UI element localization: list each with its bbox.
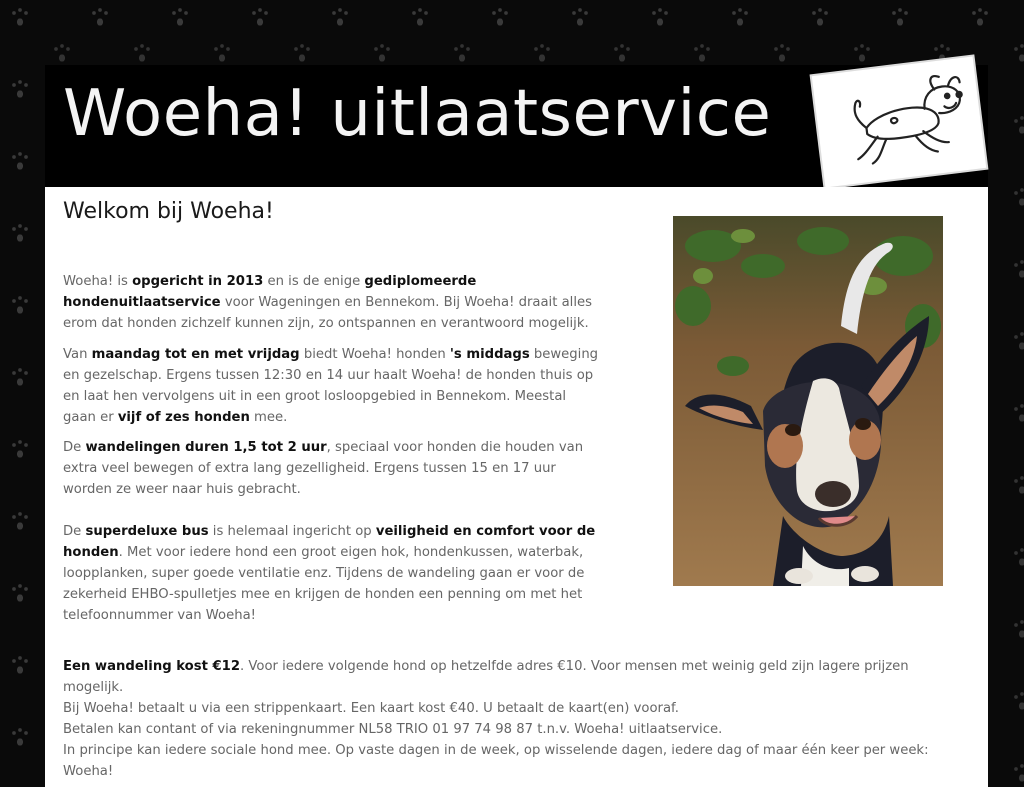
bold-text: wandelingen duren 1,5 tot 2 uur (85, 440, 327, 455)
schedule-paragraph (63, 344, 603, 428)
text-segment: biedt Woeha! honden (299, 347, 450, 362)
intro-paragraph (63, 271, 603, 334)
text-segment: De (63, 440, 86, 455)
text-segment: , speciaal voor honden die houden van extra veel bewegen of extra lang gezelligheid. Ergens tussen 15 en 17 uur worden ze weer naar huis gebracht. (63, 440, 584, 497)
bold-text: vijf of zes honden (117, 410, 250, 425)
site-title[interactable]: Woeha! uitlaatservice (63, 77, 772, 151)
text-segment: voor Wageningen en Bennekom. Bij Woeha! draait alles erom dat honden zichzelf kunnen zijn, zo ontspannen en verantwoord mogelijk. (63, 295, 592, 331)
price-line-3: Betalen kan contant of via rekeningnummer NL58 TRIO 01 97 74 98 87 t.n.v. Woeha! uitlaatservice. (63, 722, 723, 737)
bus-paragraph (63, 521, 603, 626)
text-segment: . Met voor iedere hond een groot eigen hok, hondenkussen, waterbak, loopplanken, super goede ventilatie enz. Tijdens de wandeling gaan er voor de zekerheid EHBO-spulletjes mee en krijgen de honden een penning om met het telefoonnummer van Woeha! (63, 545, 585, 623)
price-line-1 (63, 659, 909, 695)
text-segment: Woeha! is (63, 274, 133, 289)
running-dog-logo[interactable] (812, 57, 986, 188)
dog-photo (673, 216, 943, 586)
text-segment: mee. (249, 410, 288, 425)
text-segment: is helemaal ingericht op (208, 524, 376, 539)
text-segment: . Voor iedere volgende hond op hetzelfde adres €10. Voor mensen met weinig geld zijn lagere prijzen mogelijk. (63, 659, 909, 695)
text-segment: en is de enige (263, 274, 365, 289)
text-segment: beweging en gezelschap. Ergens tussen 12:30 en 14 uur haalt Woeha! de honden thuis op en laat hen vervolgens uit in een groot losloopgebied in Bennekom. Meestal gaan er (63, 347, 599, 425)
price-line-2: Bij Woeha! betaalt u via een strippenkaart. Een kaart kost €40. U betaalt de kaart(en) vooraf. (63, 701, 679, 716)
welcome-heading: Welkom bij Woeha! (63, 199, 274, 224)
eligibility-paragraph: In principe kan iedere sociale hond mee. Op vaste dagen in de week, op wisselende dagen, iedere dag of maar één keer per week: Woeha! (63, 743, 929, 779)
content-panel (45, 187, 988, 787)
price-paragraph (63, 656, 953, 740)
bold-text: veiligheid en comfort voor de honden (63, 524, 596, 560)
duration-paragraph (63, 437, 603, 500)
bold-text: 's middags (449, 347, 530, 362)
bold-text: gediplomeerde hondenuitlaatservice (63, 274, 477, 310)
bold-text: maandag tot en met vrijdag (91, 347, 300, 362)
bold-text: Een wandeling kost €12 (63, 659, 240, 674)
text-segment: Van (63, 347, 92, 362)
bold-text: opgericht in 2013 (132, 274, 264, 289)
bold-text: superdeluxe bus (85, 524, 209, 539)
text-segment: De (63, 524, 86, 539)
